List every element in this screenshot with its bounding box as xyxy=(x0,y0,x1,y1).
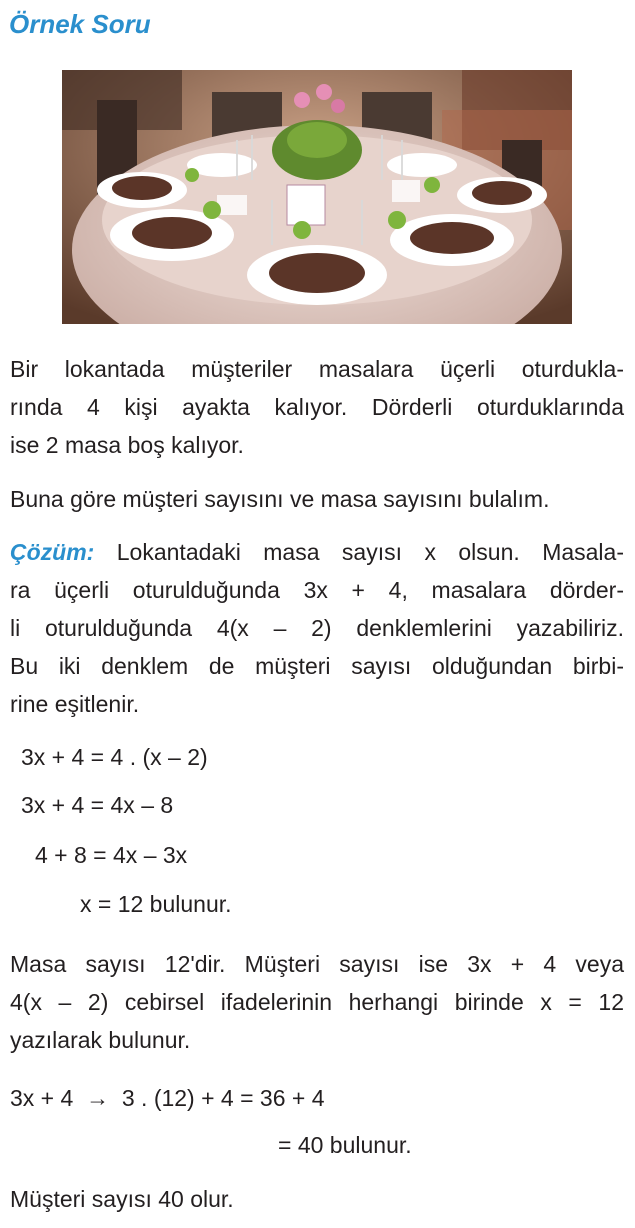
conclusion-text xyxy=(10,945,624,1059)
restaurant-table-image xyxy=(62,70,572,324)
problem-line: rında 4 kişi ayakta kalıyor. Dörderli oturduklarında xyxy=(10,394,624,420)
solution-text xyxy=(10,533,624,723)
solution-line: Lokantadaki masa sayısı x olsun. Masala- xyxy=(94,539,624,565)
problem-question xyxy=(10,480,624,518)
solution-line: ra üçerli oturulduğunda 3x + 4, masalara dörder- xyxy=(10,577,624,603)
problem-line: Bir lokantada müşteriler masalara üçerli oturdukla- xyxy=(10,356,624,382)
example-question-title: Örnek Soru xyxy=(9,9,151,39)
conclusion-line: yazılarak bulunur. xyxy=(10,1027,191,1053)
calculation-line: 3x + 4 → 3 . (12) + 4 = 36 + 4 xyxy=(10,1085,325,1111)
problem-text xyxy=(10,350,624,464)
equation-step: 4 + 8 = 4x – 3x xyxy=(35,842,188,868)
question-line: Buna göre müşteri sayısını ve masa sayısını bulalım. xyxy=(10,486,550,512)
equation-step: 3x + 4 = 4x – 8 xyxy=(21,792,174,818)
solution-line: Bu iki denklem de müşteri sayısı olduğundan birbi- xyxy=(10,653,624,679)
solution-label: Çözüm: xyxy=(10,539,95,565)
solution-line: rine eşitlenir. xyxy=(10,691,140,717)
final-answer: Müşteri sayısı 40 olur. xyxy=(10,1186,234,1212)
problem-line: ise 2 masa boş kalıyor. xyxy=(10,432,244,458)
equation-step: 3x + 4 = 4 . (x – 2) xyxy=(21,744,208,770)
conclusion-line: Masa sayısı 12'dir. Müşteri sayısı ise 3x + 4 veya xyxy=(10,951,624,977)
solution-line: li oturulduğunda 4(x – 2) denklemlerini yazabiliriz. xyxy=(10,615,624,641)
equation-result: x = 12 bulunur. xyxy=(80,891,232,917)
calculation-result: = 40 bulunur. xyxy=(278,1132,412,1158)
conclusion-line: 4(x – 2) cebirsel ifadelerinin herhangi birinde x = 12 xyxy=(10,989,624,1015)
solution-first-line xyxy=(10,533,624,571)
